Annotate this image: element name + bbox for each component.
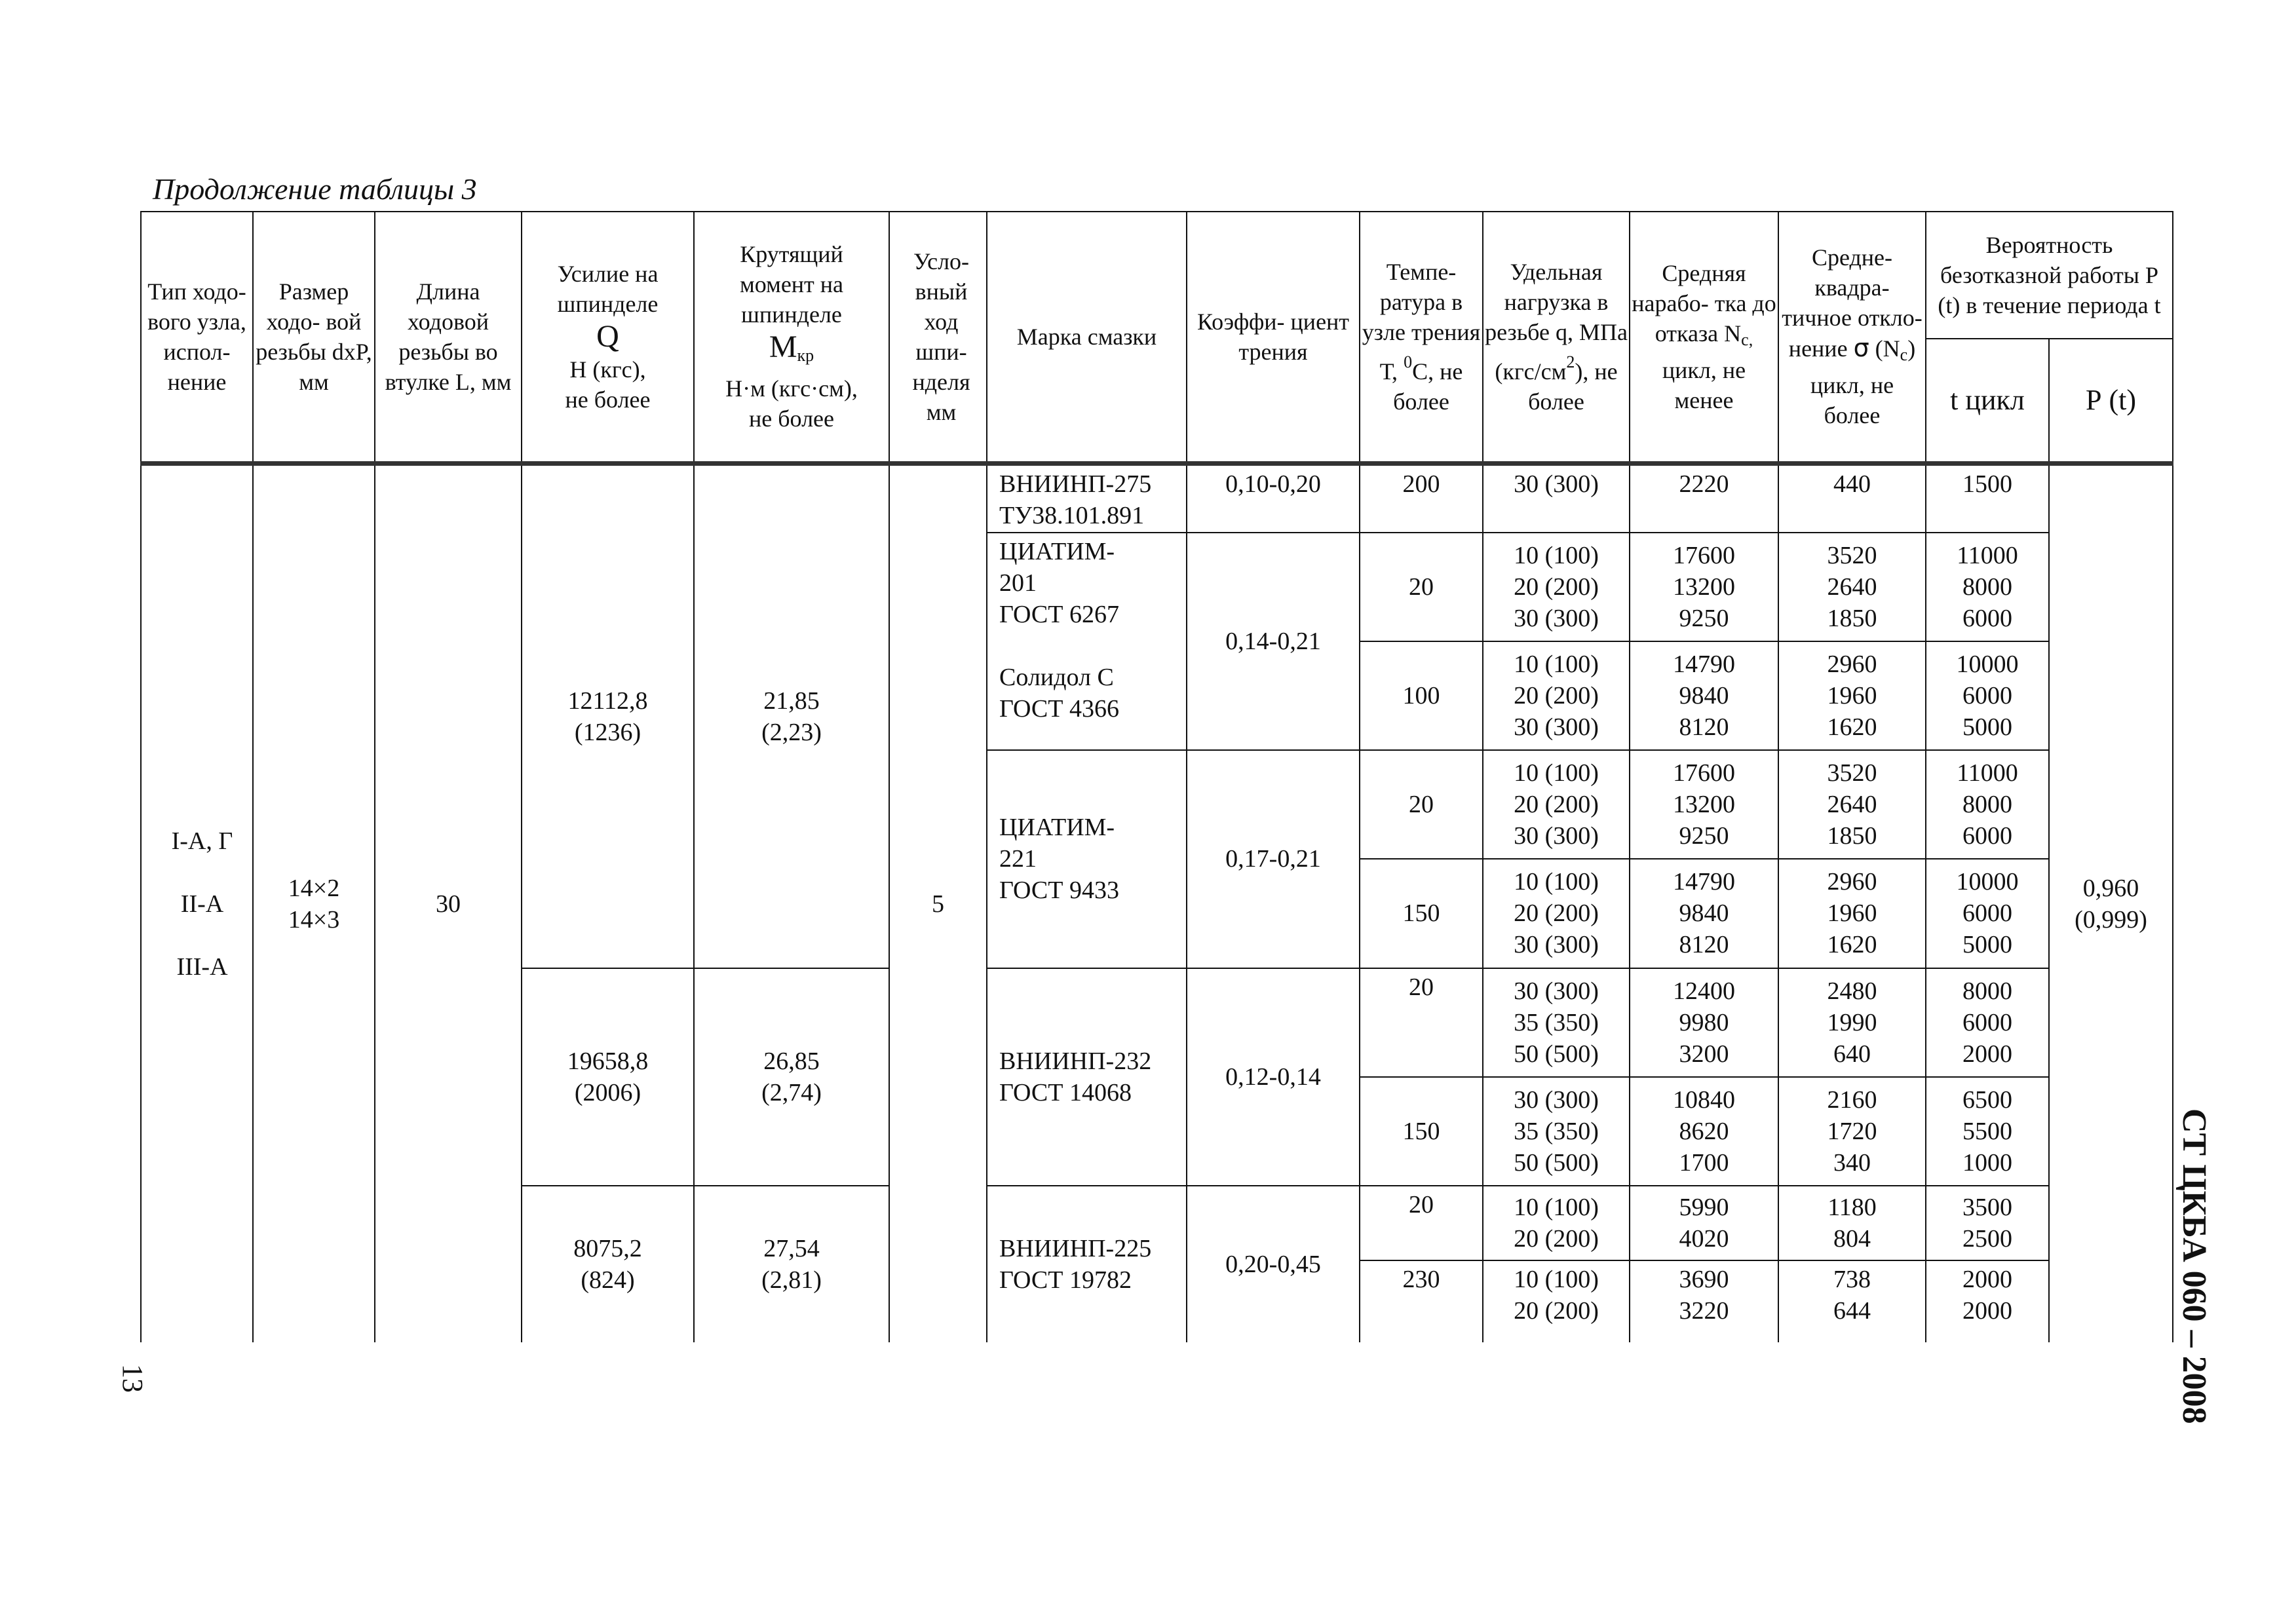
temperature-cell: 20: [1360, 533, 1483, 641]
temperature-cell: 20: [1360, 968, 1483, 1077]
load-cell: 10 (100) 20 (200): [1483, 1186, 1630, 1260]
torque-symbol-sub: кр: [797, 346, 814, 366]
temp-label-end: С, не более: [1393, 358, 1463, 415]
header-mtbf: [1630, 212, 1778, 463]
header-t-cycle: t цикл: [1926, 339, 2049, 463]
t-cycle-cell: 6500 5500 1000: [1926, 1077, 2049, 1186]
sd-cell: 1180 804: [1778, 1186, 1926, 1260]
t-cycle-cell: 11000 8000 6000: [1926, 750, 2049, 859]
header-spindle-force: [522, 212, 694, 463]
temperature-cell: 150: [1360, 1077, 1483, 1186]
force-title: Усилие на шпинделе: [557, 260, 659, 317]
header-stroke: Усло- вный ход шпи- нделя мм: [889, 212, 987, 463]
force-symbol: Q: [596, 318, 619, 354]
load-cell: 10 (100) 20 (200) 30 (300): [1483, 859, 1630, 968]
load-label-end: ), не более: [1528, 358, 1618, 415]
mtbf-label-end: цикл, не менее: [1662, 356, 1746, 413]
temperature-cell: 100: [1360, 641, 1483, 750]
sd-sub: с: [1900, 345, 1908, 365]
page-number: 13: [117, 1364, 149, 1393]
friction-cell: 0,10-0,20: [1187, 463, 1360, 533]
sd-cell: 440: [1778, 463, 1926, 533]
load-label: Удельная нагрузка в резьбе q, МПа (кгс/см: [1485, 258, 1628, 385]
table-caption: Продолжение таблицы 3: [153, 172, 477, 206]
friction-cell: 0,14-0,21: [1187, 533, 1360, 750]
sd-cell: 2960 1960 1620: [1778, 859, 1926, 968]
mtbf-sub: с,: [1741, 330, 1753, 349]
thread-length-cell: 30: [375, 463, 522, 1342]
sd-label-end: ) цикл, не более: [1810, 335, 1916, 429]
sd-cell: 738 644: [1778, 1260, 1926, 1342]
mtbf-cell: 2220: [1630, 463, 1778, 533]
temperature-cell: 200: [1360, 463, 1483, 533]
thread-size-cell: 14×2 14×3: [253, 463, 375, 1342]
mtbf-cell: 14790 9840 8120: [1630, 859, 1778, 968]
t-cycle-cell: 3500 2500: [1926, 1186, 2049, 1260]
probability-cell: 0,960 (0,999): [2049, 463, 2173, 1342]
mtbf-cell: 10840 8620 1700: [1630, 1077, 1778, 1186]
mtbf-cell: 17600 13200 9250: [1630, 750, 1778, 859]
table-row: [141, 463, 2173, 533]
t-cycle-cell: 10000 6000 5000: [1926, 641, 2049, 750]
mtbf-cell: 3690 3220: [1630, 1260, 1778, 1342]
t-cycle-cell: 10000 6000 5000: [1926, 859, 2049, 968]
torque-cell: 26,85 (2,74): [694, 968, 889, 1186]
torque-unit: Н·м (кгс·см), не более: [725, 375, 858, 432]
header-grease: Марка смазки: [987, 212, 1187, 463]
sd-cell: 2960 1960 1620: [1778, 641, 1926, 750]
grease-cell: ЦИАТИМ- 201 ГОСТ 6267 Солидол С ГОСТ 4366: [987, 533, 1187, 750]
grease-cell: ВНИИНП-232 ГОСТ 14068: [987, 968, 1187, 1186]
force-cell: 19658,8 (2006): [522, 968, 694, 1186]
load-cell: 10 (100) 20 (200) 30 (300): [1483, 641, 1630, 750]
load-cell: 10 (100) 20 (200): [1483, 1260, 1630, 1342]
header-spindle-torque: [694, 212, 889, 463]
torque-cell: 27,54 (2,81): [694, 1186, 889, 1342]
stroke-cell: 5: [889, 463, 987, 1342]
friction-cell: 0,17-0,21: [1187, 750, 1360, 968]
lubrication-table: [140, 211, 2173, 1342]
sigma-symbol: σ: [1853, 333, 1869, 363]
torque-symbol-letter: М: [769, 330, 797, 365]
header-probability: Вероятность безотказной работы Р (t) в течение периода t: [1926, 212, 2173, 339]
temp-label: Темпе- ратура в узле трения Т,: [1362, 258, 1481, 385]
header-p-t: Р (t): [2049, 339, 2173, 463]
temperature-cell: 20: [1360, 1186, 1483, 1260]
load-cell: 10 (100) 20 (200) 30 (300): [1483, 750, 1630, 859]
load-cell: 30 (300) 35 (350) 50 (500): [1483, 1077, 1630, 1186]
grease-cell: ВНИИНП-275 ТУ38.101.891: [987, 463, 1187, 533]
header-thread-size: Размер ходо- вой резьбы dxP, мм: [253, 212, 375, 463]
mtbf-label: Средняя нарабо- тка до отказа N: [1632, 259, 1776, 347]
load-cell: 10 (100) 20 (200) 30 (300): [1483, 533, 1630, 641]
temperature-cell: 20: [1360, 750, 1483, 859]
temperature-cell: 230: [1360, 1260, 1483, 1342]
torque-symbol: [696, 330, 887, 373]
temp-degree: 0: [1404, 352, 1413, 371]
friction-cell: 0,12-0,14: [1187, 968, 1360, 1186]
torque-title: Крутящий момент на шпинделе: [739, 241, 844, 328]
sd-cell: 3520 2640 1850: [1778, 750, 1926, 859]
t-cycle-cell: 8000 6000 2000: [1926, 968, 2049, 1077]
mtbf-cell: 14790 9840 8120: [1630, 641, 1778, 750]
header-friction: Коэффи- циент трения: [1187, 212, 1360, 463]
force-cell: 12112,8 (1236): [522, 463, 694, 968]
load-cell: 30 (300): [1483, 463, 1630, 533]
sd-cell: 3520 2640 1850: [1778, 533, 1926, 641]
sd-cell: 2480 1990 640: [1778, 968, 1926, 1077]
mtbf-cell: 17600 13200 9250: [1630, 533, 1778, 641]
grease-cell: ЦИАТИМ- 221 ГОСТ 9433: [987, 750, 1187, 968]
header-node-type: Тип ходо- вого узла, испол- нение: [141, 212, 253, 463]
header-specific-load: [1483, 212, 1630, 463]
sd-label-mid: (N: [1869, 335, 1900, 362]
load-sup: 2: [1566, 352, 1575, 371]
header-temperature: [1360, 212, 1483, 463]
standard-code: СТ ЦКБА 060 – 2008: [2175, 1108, 2213, 1424]
t-cycle-cell: 1500: [1926, 463, 2049, 533]
force-cell: 8075,2 (824): [522, 1186, 694, 1342]
node-type-cell: I-А, Г II-А III-А: [141, 463, 253, 1342]
temperature-cell: 150: [1360, 859, 1483, 968]
t-cycle-cell: 2000 2000: [1926, 1260, 2049, 1342]
mtbf-cell: 5990 4020: [1630, 1186, 1778, 1260]
friction-cell: 0,20-0,45: [1187, 1186, 1360, 1342]
torque-cell: 21,85 (2,23): [694, 463, 889, 968]
t-cycle-cell: 11000 8000 6000: [1926, 533, 2049, 641]
sd-cell: 2160 1720 340: [1778, 1077, 1926, 1186]
load-cell: 30 (300) 35 (350) 50 (500): [1483, 968, 1630, 1077]
header-thread-length: Длина ходовой резьбы во втулке L, мм: [375, 212, 522, 463]
grease-cell: ВНИИНП-225 ГОСТ 19782: [987, 1186, 1187, 1342]
header-std-deviation: [1778, 212, 1926, 463]
force-unit: Н (кгс), не более: [565, 356, 651, 413]
sd-label: Средне- квадра- тичное откло- нение: [1782, 244, 1923, 362]
mtbf-cell: 12400 9980 3200: [1630, 968, 1778, 1077]
